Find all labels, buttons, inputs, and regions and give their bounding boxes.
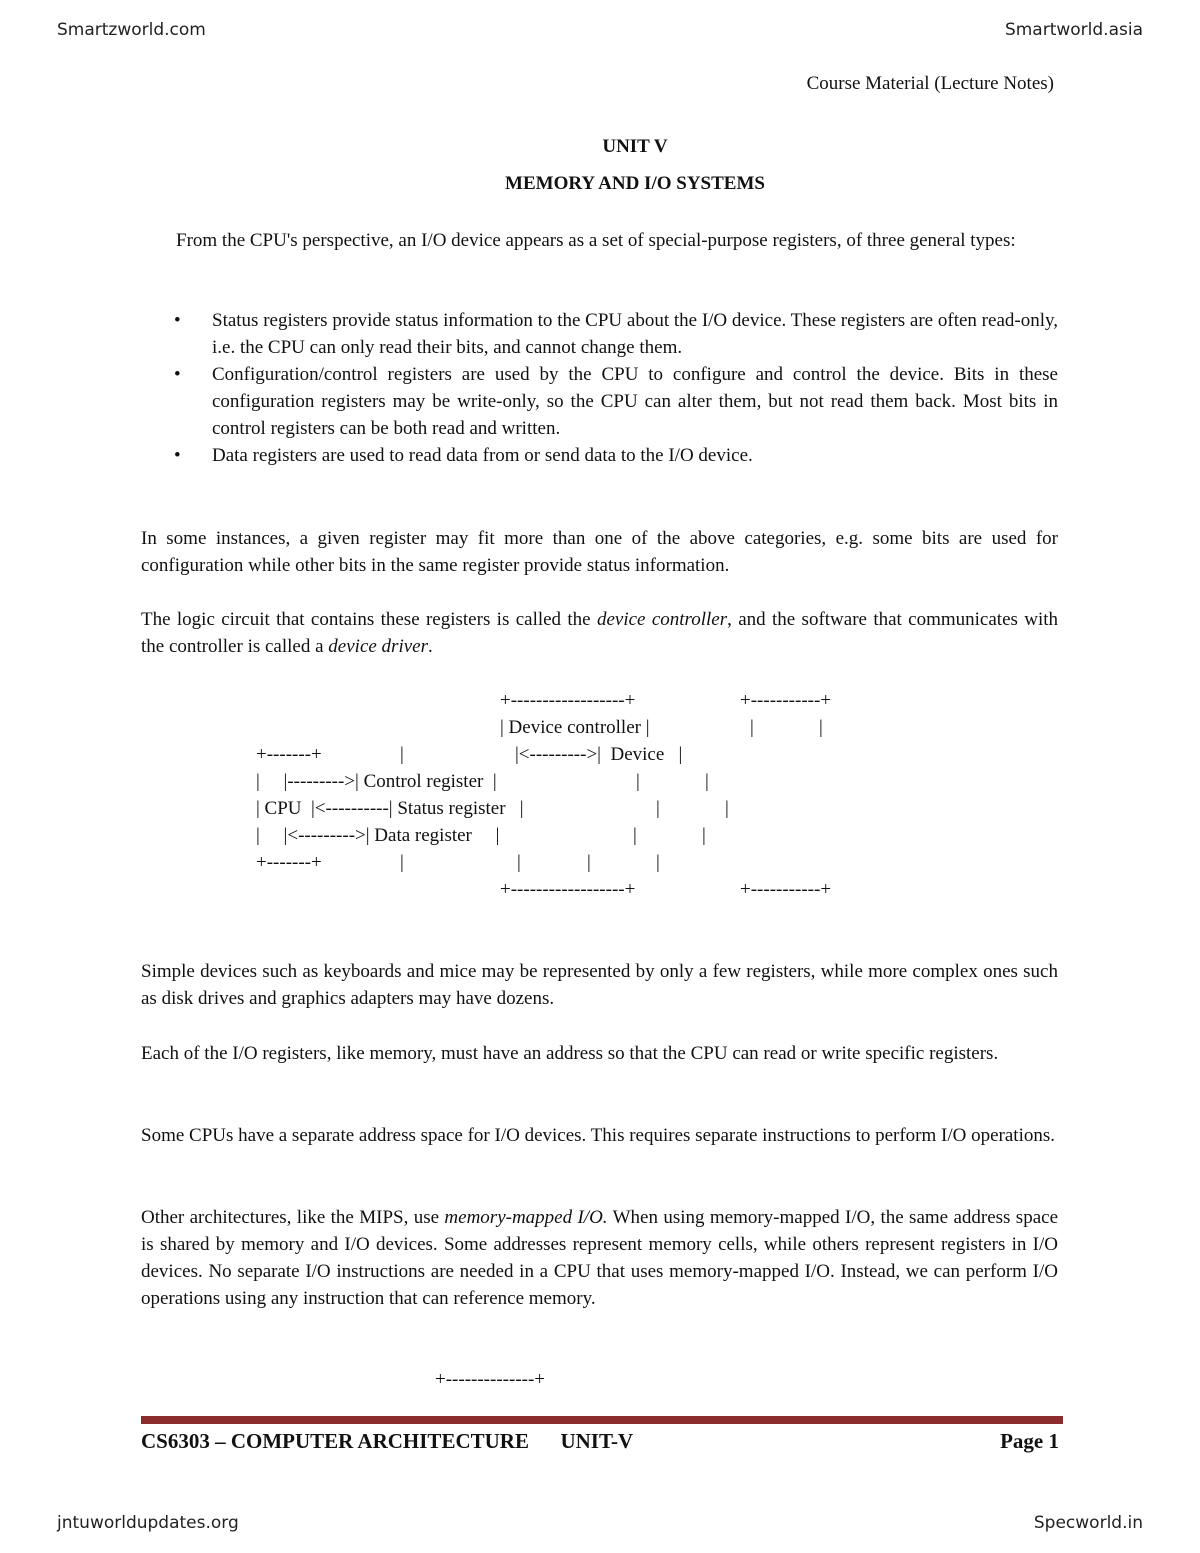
diagram-line: |<--------->| Device | xyxy=(515,744,683,765)
list-item: • Configuration/control registers are used by the CPU to configure and control the device. Bits in these configuration registers may be write-only, so the CPU can alter them, but not read them back. Most bits in control registers can be both read and written. xyxy=(141,361,1058,442)
diagram-line: | Device controller | xyxy=(500,717,650,738)
diagram-line: | xyxy=(705,771,709,792)
diagram-line: +------------------+ xyxy=(500,879,636,900)
instances-paragraph: In some instances, a given register may fit more than one of the above categories, e.g. some bits are used for configuration while other bits in the same register provide status information. xyxy=(141,528,1058,576)
address-paragraph: Each of the I/O registers, like memory, must have an address so that the CPU can read or write specific registers. xyxy=(141,1043,999,1064)
simple-devices-paragraph: Simple devices such as keyboards and mice may be represented by only a few registers, while more complex ones such as disk drives and graphics adapters may have dozens. xyxy=(141,961,1058,1009)
diagram-line: | xyxy=(587,852,591,873)
bullet-icon: • xyxy=(174,364,181,385)
page-title: MEMORY AND I/O SYSTEMS xyxy=(505,173,765,194)
diagram-line: +-----------+ xyxy=(740,690,832,711)
unit-heading: UNIT V xyxy=(602,136,668,157)
bullet-icon: • xyxy=(174,445,181,466)
diagram-line: | xyxy=(750,717,754,738)
diagram-line: | xyxy=(702,825,706,846)
watermark-bottom-left: jntuworldupdates.org xyxy=(57,1513,239,1533)
list-item: • Data registers are used to read data from or send data to the I/O device. xyxy=(141,442,1058,469)
diagram-line: +-------+ xyxy=(256,744,322,765)
diagram-line: | xyxy=(400,852,404,873)
diagram-line: | xyxy=(819,717,823,738)
diagram-line: | |--------->| Control register | xyxy=(256,771,497,792)
diagram-line: +------------------+ xyxy=(500,690,636,711)
diagram-line: | xyxy=(656,798,660,819)
footer-divider xyxy=(141,1416,1063,1424)
diagram-line: | xyxy=(400,744,404,765)
intro-paragraph: From the CPU's perspective, an I/O device appears as a set of special-purpose registers, of three general types: xyxy=(176,230,1016,251)
logic-paragraph: The logic circuit that contains these registers is called the device controller, and the software that communicates with the controller is called a device driver. xyxy=(141,609,1059,657)
diagram-line: +-------+ xyxy=(256,852,322,873)
diagram-line: | xyxy=(656,852,660,873)
list-item: • Status registers provide status information to the CPU about the I/O device. These registers are often read-only, i.e. the CPU can only read their bits, and cannot change them. xyxy=(141,307,1058,361)
register-types-list xyxy=(141,307,1058,469)
diagram-fragment: +--------------+ xyxy=(435,1369,546,1390)
page-number: Page 1 xyxy=(1000,1429,1059,1453)
diagram-line: | xyxy=(633,825,637,846)
diagram-line: | xyxy=(636,771,640,792)
diagram-line: | xyxy=(725,798,729,819)
separate-space-paragraph: Some CPUs have a separate address space for I/O devices. This requires separate instructions to perform I/O operations. xyxy=(141,1125,1056,1146)
diagram-line: | CPU |<----------| Status register | xyxy=(256,798,524,819)
diagram-line: +-----------+ xyxy=(740,879,832,900)
diagram-line: | xyxy=(517,852,521,873)
memory-mapped-paragraph: Other architectures, like the MIPS, use memory-mapped I/O. When using memory-mapped I/O, the same address space is shared by memory and I/O devices. Some addresses represent memory cells, while others represent registers in I/O devices. No separate I/O instructions are needed in a CPU that uses memory-mapped I/O. Instead, we can perform I/O operations using any instruction that can reference memory. xyxy=(141,1207,1059,1309)
watermark-bottom-right: Specworld.in xyxy=(1033,1513,1143,1533)
footer-course-title: CS6303 – COMPUTER ARCHITECTURE UNIT-V xyxy=(141,1429,634,1453)
watermark-top-left: Smartzworld.com xyxy=(57,20,206,40)
diagram-line: | |<--------->| Data register | xyxy=(256,825,500,846)
bullet-icon: • xyxy=(174,310,181,331)
course-material-label: Course Material (Lecture Notes) xyxy=(806,73,1054,94)
watermark-top-right: Smartworld.asia xyxy=(1004,20,1143,40)
